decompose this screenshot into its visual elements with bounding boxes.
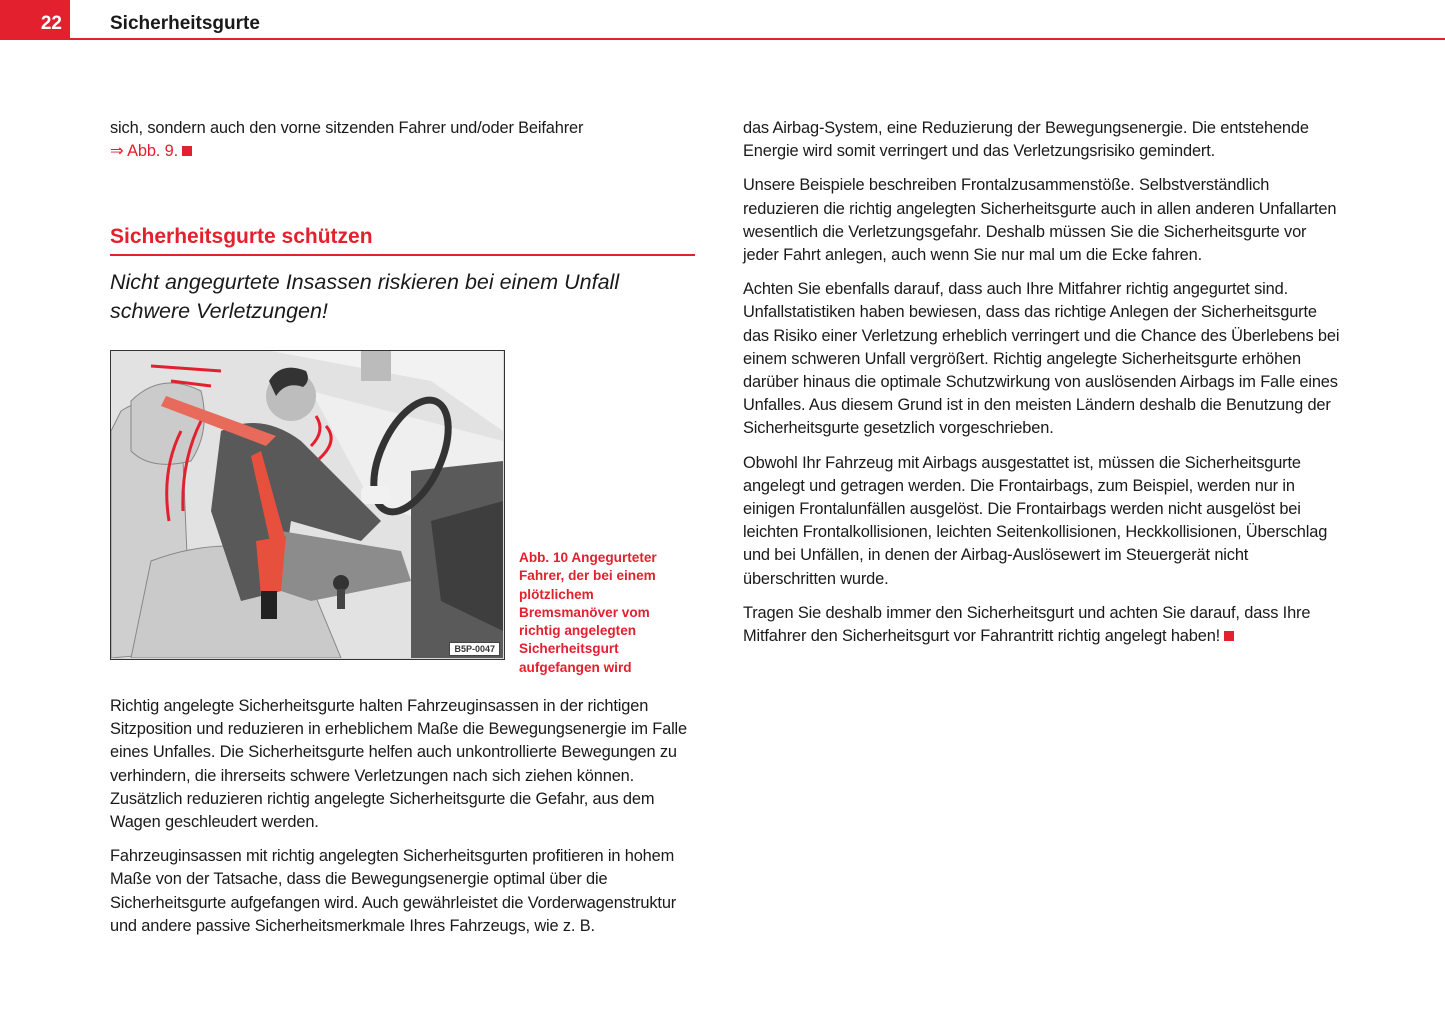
figure-reference-link[interactable]: ⇒ Abb. 9. [110, 142, 178, 161]
end-of-section-icon [1224, 631, 1234, 641]
chapter-title: Sicherheitsgurte [110, 13, 260, 34]
right-column-body [743, 117, 1343, 659]
body-paragraph: Unsere Beispiele beschreiben Frontalzusammenstöße. Selbstverständlich reduzieren die richtig angelegten Sicherheitsgurte auch in allen anderen Unfallarten wesentlich die Verletzungsgefahr. Deshalb müssen Sie die Sicherheitsgurte vor jeder Fahrt anlegen, auch wenn Sie nur mal um die Ecke fahren. [743, 176, 1337, 265]
intro-text: sich, sondern auch den vorne sitzenden Fahrer und/oder Beifahrer [110, 119, 584, 137]
body-paragraph: Achten Sie ebenfalls darauf, dass auch Ihre Mitfahrer richtig angegurtet sind. Unfallstatistiken haben bewiesen, dass das richtige Anlegen der Sicherheitsgurte das Risiko einer Verletzung erheblich verringert und die Chance des Überlebens bei einem schweren Unfall vergrößert. Richtig angelegte Sicherheitsgurte erhöhen darüber hinaus die optimale Schutzwirkung von auslösenden Airbags im Falle eines Unfalles. Aus diesem Grund ist in den meisten Ländern deshalb die Benutzung der Sicherheitsgurte gesetzlich vorgeschrieben. [743, 280, 1340, 438]
figure-caption: Abb. 10 Angegurteter Fahrer, der bei einem plötzlichem Bremsmanöver vom richtig angelegten Sicherheitsgurt aufgefangen wird [519, 550, 657, 675]
body-paragraph: das Airbag-System, eine Reduzierung der Bewegungsenergie. Die entstehende Energie wird somit verringert und das Verletzungsrisiko gemindert. [743, 119, 1309, 161]
page-number: 22 [0, 0, 70, 40]
section-title: Sicherheitsgurte schützen [110, 225, 695, 256]
body-paragraph: Richtig angelegte Sicherheitsgurte halten Fahrzeuginsassen in der richtigen Sitzposition und reduzieren in erheblichem Maße die Bewegungsenergie im Falle eines Unfalles. Die Sicherheitsgurte helfen auch unkontrollierte Bewegungen zu verhindern, die ihrerseits schwere Verletzungen nach sich ziehen können. Zusätzlich reduzieren richtig angelegte Sicherheitsgurte die Gefahr, aus dem Wagen geschleudert werden. [110, 697, 688, 832]
closing-text: Tragen Sie deshalb immer den Sicherheitsgurt und achten Sie darauf, dass Ihre Mitfahrer den Sicherheitsgurt vor Fahrantritt richtig angelegt haben! [743, 603, 1311, 646]
figure-code: B5P-0047 [449, 642, 500, 656]
page-header [0, 0, 1445, 42]
closing-paragraph [743, 602, 1343, 648]
left-column-body [110, 695, 700, 949]
body-paragraph: Fahrzeuginsassen mit richtig angelegten Sicherheitsgurten profitieren in hohem Maße von der Tatsache, dass die Bewegungsenergie optimal über die Sicherheitsgurte aufgefangen wird. Auch gewährleistet die Vorderwagenstruktur und andere passive Sicherheitsmerkmale Ihres Fahrzeugs, wie z. B. [110, 847, 677, 935]
intro-paragraph [110, 117, 700, 163]
driver-with-seatbelt-illustration-icon [111, 351, 503, 658]
end-of-section-icon [182, 146, 192, 156]
header-divider [70, 38, 1445, 40]
left-column-intro [110, 117, 700, 174]
figure-illustration [110, 350, 505, 660]
body-paragraph: Obwohl Ihr Fahrzeug mit Airbags ausgestattet ist, müssen die Sicherheitsgurte angelegt und getragen werden. Die Frontairbags, zum Beispiel, werden nur in einigen Frontalunfällen ausgelöst. Die Frontairbags werden nicht ausgelöst bei leichten Frontalkollisionen, leichten Seitenkollisionen, Heckkollisionen, Überschlag und bei Unfällen, in denen der Airbag-Auslösewert im Steuergerät nicht überschritten wurde. [743, 453, 1328, 588]
section-lead: Nicht angegurtete Insassen riskieren bei einem Unfall schwere Verletzungen! [110, 270, 620, 323]
